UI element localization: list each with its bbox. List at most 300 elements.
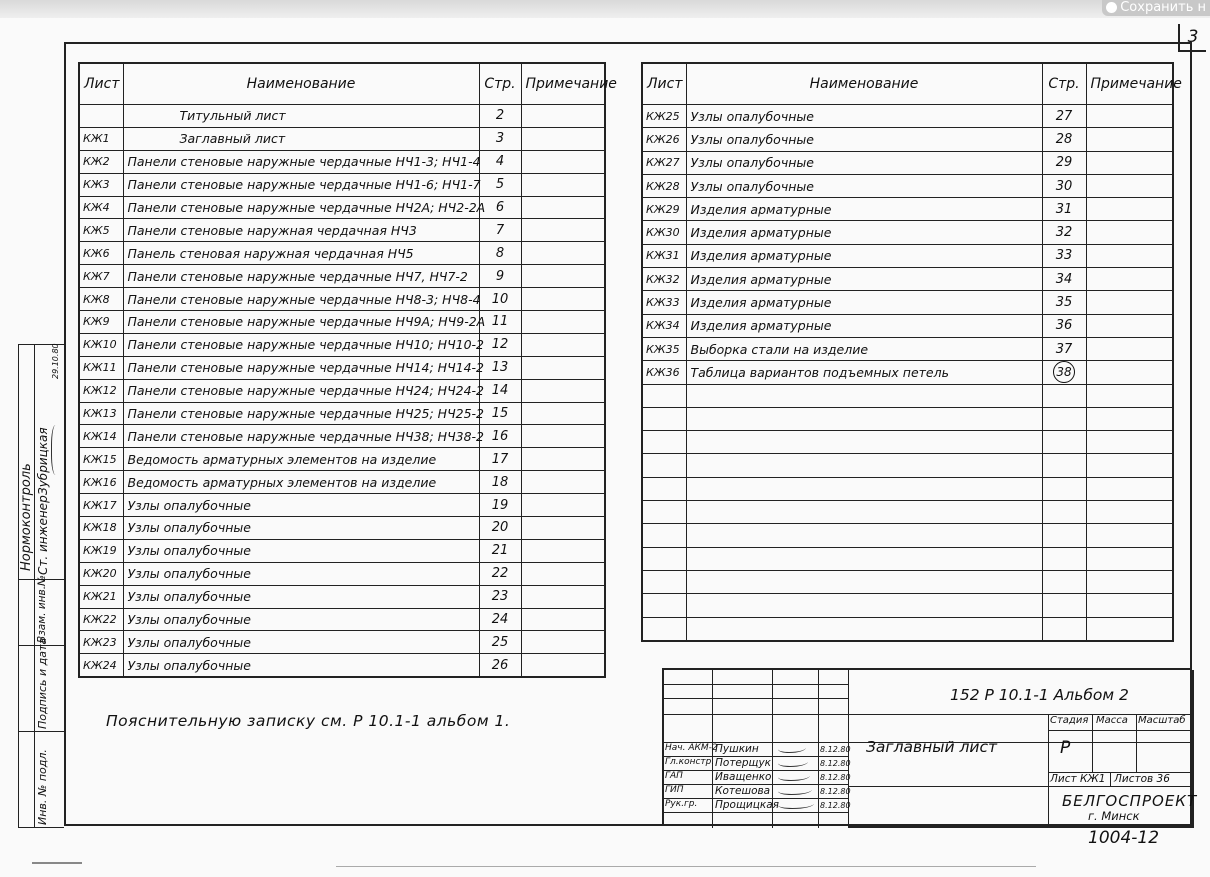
table-row — [642, 314, 1173, 337]
sheet-code: КЖ26 — [642, 128, 686, 151]
table-header-row — [642, 63, 1173, 105]
page-number: 19 — [479, 494, 521, 517]
item-name: Панели стеновые наружные чердачные НЧ9А; НЧ9-2А — [123, 311, 479, 334]
item-name: Панели стеновые наружные чердачные НЧ2А; НЧ2-2А — [123, 196, 479, 219]
item-name: Узлы опалубочные — [686, 174, 1042, 197]
sheet-code: КЖ18 — [79, 517, 123, 540]
page-number: 4 — [479, 150, 521, 173]
explanatory-note: Пояснительную записку см. Р 10.1-1 альбом 1. — [106, 712, 511, 730]
sheet-label: Лист КЖ1 — [1050, 773, 1106, 785]
note-cell — [521, 150, 605, 173]
scan-mark — [336, 866, 1036, 867]
table-row — [79, 631, 605, 654]
table-row — [79, 196, 605, 219]
note-cell — [521, 517, 605, 540]
empty-cell — [1042, 407, 1086, 430]
empty-row — [642, 384, 1173, 407]
table-row — [79, 288, 605, 311]
note-cell — [521, 173, 605, 196]
table-header-row — [79, 63, 605, 105]
page-number: 3 — [479, 127, 521, 150]
handwritten-signature — [778, 758, 808, 767]
sheet-code: КЖ3 — [79, 173, 123, 196]
inv-label: Инв. № подл. — [36, 749, 49, 825]
side-stamp — [18, 344, 64, 828]
contents-table-right — [641, 62, 1182, 642]
circled-page-number: 38 — [1053, 361, 1075, 383]
table-row — [79, 448, 605, 471]
header-page: Стр. — [1042, 63, 1086, 105]
header-note: Примечание — [521, 63, 605, 105]
signature-role: ГАП — [665, 771, 683, 781]
note-cell — [521, 127, 605, 150]
sheet-code: КЖ16 — [79, 471, 123, 494]
page-number: 21 — [479, 539, 521, 562]
signature-role: Гл.констр. — [665, 757, 715, 767]
table-row — [79, 173, 605, 196]
sheet-code: КЖ29 — [642, 198, 686, 221]
sheet-code: КЖ25 — [642, 105, 686, 128]
note-cell — [1086, 128, 1173, 151]
sheet-code: КЖ1 — [79, 127, 123, 150]
empty-row — [642, 431, 1173, 454]
side-signature — [51, 425, 62, 475]
sheet-code: КЖ2 — [79, 150, 123, 173]
sheet-code: КЖ13 — [79, 402, 123, 425]
table-row — [79, 539, 605, 562]
sheet-code: КЖ17 — [79, 494, 123, 517]
page-number: 9 — [479, 265, 521, 288]
note-cell — [521, 425, 605, 448]
sheet-code: КЖ15 — [79, 448, 123, 471]
stage-value: Р — [1060, 738, 1071, 758]
signature-name: Пушкин — [715, 743, 759, 755]
table-row — [642, 337, 1173, 360]
sheet-code: КЖ30 — [642, 221, 686, 244]
note-cell — [521, 494, 605, 517]
sheet-code: КЖ24 — [79, 654, 123, 677]
header-note: Примечание — [1086, 63, 1173, 105]
handwritten-signature — [778, 786, 812, 795]
signature-role: Рук.гр. — [665, 799, 698, 809]
table-row — [642, 174, 1173, 197]
signature-name: Прощицкая — [715, 799, 779, 811]
table-row — [79, 356, 605, 379]
contents-table-left — [78, 62, 617, 678]
table-row — [79, 219, 605, 242]
page-number: 35 — [1042, 291, 1086, 314]
sheet-code: КЖ32 — [642, 268, 686, 291]
empty-cell — [686, 570, 1042, 593]
empty-cell — [642, 384, 686, 407]
empty-cell — [642, 547, 686, 570]
empty-cell — [686, 431, 1042, 454]
page-number: 32 — [1042, 221, 1086, 244]
item-name: Изделия арматурные — [686, 221, 1042, 244]
table-row — [642, 128, 1173, 151]
page-number: 13 — [479, 356, 521, 379]
engineer-label: Ст. инженер — [36, 495, 50, 575]
note-cell — [521, 265, 605, 288]
item-name: Панели стеновые наружные чердачные НЧ25; НЧ25-2 — [123, 402, 479, 425]
empty-cell — [642, 570, 686, 593]
header-page: Стр. — [479, 63, 521, 105]
organization: БЕЛГОСПРОЕКТ — [1062, 792, 1198, 810]
header-name: Наименование — [686, 63, 1042, 105]
empty-cell — [642, 594, 686, 617]
note-cell — [521, 562, 605, 585]
save-button[interactable] — [1102, 0, 1210, 16]
empty-row — [642, 594, 1173, 617]
empty-cell — [1086, 524, 1173, 547]
item-name: Панели стеновые наружные чердачные НЧ14; НЧ14-2 — [123, 356, 479, 379]
empty-cell — [1086, 431, 1173, 454]
sheets-count-label: Листов 36 — [1114, 773, 1170, 785]
page-number: 37 — [1042, 337, 1086, 360]
empty-cell — [1086, 594, 1173, 617]
table-row — [642, 291, 1173, 314]
empty-cell — [686, 547, 1042, 570]
note-cell — [1086, 174, 1173, 197]
signature-role: ГИП — [665, 785, 684, 795]
sheet-code: КЖ21 — [79, 585, 123, 608]
note-cell — [521, 631, 605, 654]
note-cell — [521, 219, 605, 242]
normokontrol-label: Нормоконтроль — [19, 463, 34, 571]
note-cell — [1086, 105, 1173, 128]
page-number: 22 — [479, 562, 521, 585]
header-sheet: Лист — [79, 63, 123, 105]
note-cell — [521, 402, 605, 425]
stage-label: Стадия — [1050, 715, 1089, 726]
page-number: 20 — [479, 517, 521, 540]
sheet-code: КЖ19 — [79, 539, 123, 562]
page-number: 26 — [479, 654, 521, 677]
sheet-code: КЖ10 — [79, 333, 123, 356]
empty-cell — [1042, 477, 1086, 500]
note-cell — [1086, 244, 1173, 267]
scan-mark — [32, 862, 82, 864]
note-cell — [521, 379, 605, 402]
item-name: Узлы опалубочные — [123, 585, 479, 608]
page-number: 25 — [479, 631, 521, 654]
page-number: 33 — [1042, 244, 1086, 267]
page-number: 31 — [1042, 198, 1086, 221]
empty-cell — [642, 407, 686, 430]
note-cell — [521, 242, 605, 265]
table-row — [79, 379, 605, 402]
table-row — [79, 402, 605, 425]
handwritten-signature — [778, 744, 806, 753]
empty-cell — [1042, 547, 1086, 570]
handwritten-signature — [778, 800, 814, 809]
sheet-code: КЖ34 — [642, 314, 686, 337]
item-name: Панели стеновые наружная чердачная НЧ3 — [123, 219, 479, 242]
note-cell — [1086, 337, 1173, 360]
item-name: Панели стеновые наружные чердачные НЧ38; НЧ38-2 — [123, 425, 479, 448]
signature-date: 8.12.80 — [820, 759, 851, 768]
page-number: 17 — [479, 448, 521, 471]
sheet-title: Заглавный лист — [866, 738, 998, 756]
empty-cell — [1086, 570, 1173, 593]
note-cell — [1086, 198, 1173, 221]
table-row — [642, 105, 1173, 128]
sheet-code: КЖ5 — [79, 219, 123, 242]
page-number: 10 — [479, 288, 521, 311]
note-cell — [521, 333, 605, 356]
note-cell — [1086, 314, 1173, 337]
table-row — [642, 244, 1173, 267]
stamp-date: 29.10.80 — [51, 343, 60, 379]
empty-row — [642, 524, 1173, 547]
item-name: Узлы опалубочные — [123, 517, 479, 540]
empty-row — [642, 501, 1173, 524]
empty-cell — [1042, 384, 1086, 407]
empty-cell — [686, 524, 1042, 547]
page-number: 15 — [479, 402, 521, 425]
table-row — [642, 198, 1173, 221]
empty-cell — [1042, 570, 1086, 593]
note-cell — [1086, 268, 1173, 291]
empty-row — [642, 477, 1173, 500]
table-row — [642, 361, 1173, 384]
note-cell — [1086, 361, 1173, 384]
item-name: Узлы опалубочные — [686, 105, 1042, 128]
sheet-code: КЖ8 — [79, 288, 123, 311]
page-number: 18 — [479, 471, 521, 494]
item-name: Панели стеновые наружные чердачные НЧ1-3; НЧ1-4 — [123, 150, 479, 173]
item-name: Выборка стали на изделие — [686, 337, 1042, 360]
empty-cell — [686, 454, 1042, 477]
table-row — [79, 425, 605, 448]
empty-row — [642, 617, 1173, 641]
item-name: Узлы опалубочные — [123, 608, 479, 631]
empty-cell — [1042, 431, 1086, 454]
sheet-code: КЖ28 — [642, 174, 686, 197]
empty-cell — [642, 431, 686, 454]
sheet-code: КЖ36 — [642, 361, 686, 384]
sheet-code — [79, 105, 123, 128]
table-row — [79, 127, 605, 150]
note-cell — [1086, 151, 1173, 174]
page-number: 34 — [1042, 268, 1086, 291]
page-number: 12 — [479, 333, 521, 356]
table-row — [79, 265, 605, 288]
empty-cell — [1086, 477, 1173, 500]
empty-row — [642, 570, 1173, 593]
empty-cell — [1042, 594, 1086, 617]
item-name: Ведомость арматурных элементов на изделие — [123, 471, 479, 494]
note-cell — [1086, 221, 1173, 244]
signature-name: Потерщук — [715, 757, 772, 769]
note-cell — [521, 448, 605, 471]
item-name: Узлы опалубочные — [123, 539, 479, 562]
empty-row — [642, 454, 1173, 477]
note-cell — [521, 585, 605, 608]
signature-date: 8.12.80 — [820, 745, 851, 754]
city: г. Минск — [1088, 809, 1140, 823]
engineer-name: Зубрицкая — [36, 427, 50, 495]
sheet-code: КЖ12 — [79, 379, 123, 402]
title-block — [662, 668, 1198, 826]
signature-name: Котешова — [715, 785, 771, 797]
save-button-label: Сохранить н — [1120, 0, 1206, 15]
item-name: Изделия арматурные — [686, 244, 1042, 267]
empty-cell — [1086, 501, 1173, 524]
header-sheet: Лист — [642, 63, 686, 105]
sheet-code: КЖ31 — [642, 244, 686, 267]
item-name: Таблица вариантов подъемных петель — [686, 361, 1042, 384]
page-number: 27 — [1042, 105, 1086, 128]
item-name: Ведомость арматурных элементов на изделие — [123, 448, 479, 471]
vzam-label: Взам. инв.№ — [36, 575, 48, 643]
empty-cell — [1086, 384, 1173, 407]
item-name: Изделия арматурные — [686, 198, 1042, 221]
empty-cell — [1042, 524, 1086, 547]
sheet-code: КЖ27 — [642, 151, 686, 174]
item-name: Узлы опалубочные — [123, 562, 479, 585]
table-row — [79, 585, 605, 608]
empty-cell — [1042, 617, 1086, 641]
page-number: 8 — [479, 242, 521, 265]
table-row — [642, 268, 1173, 291]
table-row — [79, 311, 605, 334]
item-name: Заглавный лист — [123, 127, 479, 150]
empty-cell — [642, 524, 686, 547]
item-name: Панели стеновые наружные чердачные НЧ1-6; НЧ1-7 — [123, 173, 479, 196]
sheet-code: КЖ23 — [79, 631, 123, 654]
empty-cell — [642, 454, 686, 477]
page-number: 29 — [1042, 151, 1086, 174]
page-number: 11 — [479, 311, 521, 334]
empty-cell — [1086, 547, 1173, 570]
signature-name: Иващенко — [715, 771, 772, 783]
empty-row — [642, 407, 1173, 430]
item-name: Панели стеновые наружные чердачные НЧ7, НЧ7-2 — [123, 265, 479, 288]
sheet-code: КЖ33 — [642, 291, 686, 314]
empty-cell — [686, 617, 1042, 641]
sheet-code: КЖ4 — [79, 196, 123, 219]
page-number: 30 — [1042, 174, 1086, 197]
page-number: 24 — [479, 608, 521, 631]
sheet-number: 3 — [1178, 24, 1206, 52]
empty-cell — [686, 594, 1042, 617]
table-row — [642, 221, 1173, 244]
sheet-code: КЖ22 — [79, 608, 123, 631]
note-cell — [521, 654, 605, 677]
handwritten-signature — [778, 772, 810, 781]
empty-cell — [686, 407, 1042, 430]
table-row — [79, 242, 605, 265]
note-cell — [1086, 291, 1173, 314]
empty-cell — [1086, 454, 1173, 477]
item-name: Панели стеновые наружные чердачные НЧ8-3; НЧ8-4 — [123, 288, 479, 311]
note-cell — [521, 608, 605, 631]
item-name: Панель стеновая наружная чердачная НЧ5 — [123, 242, 479, 265]
table-row — [79, 517, 605, 540]
empty-cell — [1086, 407, 1173, 430]
note-cell — [521, 311, 605, 334]
sheet-code: КЖ11 — [79, 356, 123, 379]
sheet-code: КЖ6 — [79, 242, 123, 265]
table-row — [79, 494, 605, 517]
signature-date: 8.12.80 — [820, 773, 851, 782]
note-cell — [521, 196, 605, 219]
empty-cell — [686, 384, 1042, 407]
empty-cell — [642, 501, 686, 524]
empty-cell — [686, 477, 1042, 500]
empty-cell — [1086, 617, 1173, 641]
table-row — [79, 105, 605, 128]
item-name: Изделия арматурные — [686, 291, 1042, 314]
empty-cell — [686, 501, 1042, 524]
empty-cell — [1042, 454, 1086, 477]
note-cell — [521, 288, 605, 311]
mass-label: Масса — [1096, 715, 1128, 726]
table-row — [79, 150, 605, 173]
note-cell — [521, 105, 605, 128]
item-name: Изделия арматурные — [686, 314, 1042, 337]
note-cell — [521, 356, 605, 379]
download-icon — [1106, 2, 1117, 13]
podpis-label: Подпись и дата — [36, 637, 49, 729]
empty-cell — [642, 617, 686, 641]
sheet-code: КЖ9 — [79, 311, 123, 334]
page-number: 28 — [1042, 128, 1086, 151]
page-number: 6 — [479, 196, 521, 219]
order-number: 1004-12 — [1088, 828, 1160, 848]
item-name: Узлы опалубочные — [123, 494, 479, 517]
item-name: Изделия арматурные — [686, 268, 1042, 291]
table-row — [79, 562, 605, 585]
table-row — [642, 151, 1173, 174]
item-name: Узлы опалубочные — [123, 631, 479, 654]
page-number: 16 — [479, 425, 521, 448]
sheet-code: КЖ7 — [79, 265, 123, 288]
signature-date: 8.12.80 — [820, 801, 851, 810]
signature-role: Нач. АКМ-2 — [665, 743, 718, 753]
header-name: Наименование — [123, 63, 479, 105]
page-number: 23 — [479, 585, 521, 608]
table-row — [79, 333, 605, 356]
page-number: 36 — [1042, 314, 1086, 337]
empty-row — [642, 547, 1173, 570]
empty-cell — [642, 477, 686, 500]
note-cell — [521, 471, 605, 494]
scale-label: Масштаб — [1138, 715, 1186, 726]
table-row — [79, 608, 605, 631]
signature-date: 8.12.80 — [820, 787, 851, 796]
document-code: 152 Р 10.1-1 Альбом 2 — [950, 686, 1129, 704]
item-name: Узлы опалубочные — [123, 654, 479, 677]
sheet-code: КЖ35 — [642, 337, 686, 360]
sheet-code: КЖ14 — [79, 425, 123, 448]
page-number — [1042, 361, 1086, 384]
browser-top-bar — [0, 0, 1210, 18]
page-number: 2 — [479, 105, 521, 128]
item-name: Узлы опалубочные — [686, 151, 1042, 174]
sheet-code: КЖ20 — [79, 562, 123, 585]
empty-cell — [1042, 501, 1086, 524]
page-number: 5 — [479, 173, 521, 196]
item-name: Панели стеновые наружные чердачные НЧ10; НЧ10-2 — [123, 333, 479, 356]
table-row — [79, 654, 605, 677]
item-name: Узлы опалубочные — [686, 128, 1042, 151]
table-row — [79, 471, 605, 494]
item-name: Титульный лист — [123, 105, 479, 128]
page-number: 7 — [479, 219, 521, 242]
note-cell — [521, 539, 605, 562]
